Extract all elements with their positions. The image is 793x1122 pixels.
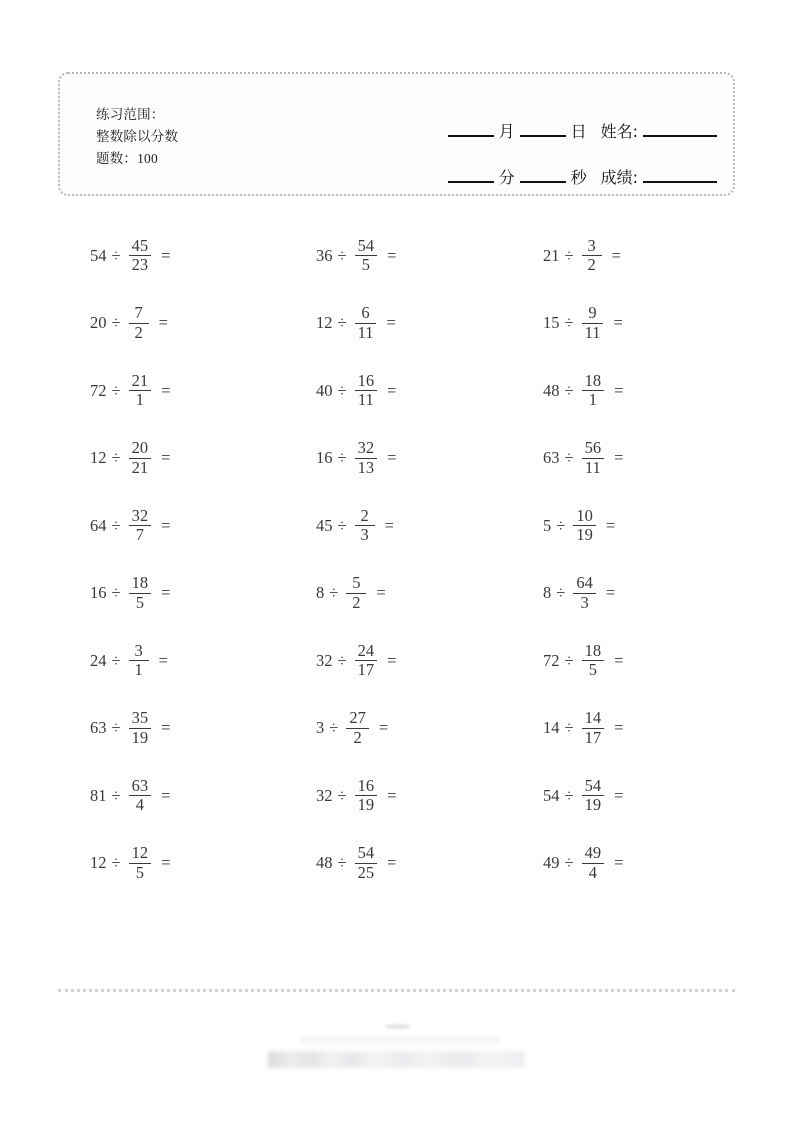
problem-item[interactable] — [543, 695, 623, 763]
equals-sign: = — [387, 448, 397, 467]
problem-item[interactable] — [90, 695, 170, 763]
division-sign: ÷ — [111, 448, 121, 467]
footer-divider — [58, 989, 735, 992]
fraction — [582, 640, 605, 680]
problem-row — [0, 290, 793, 358]
fraction — [573, 505, 596, 545]
division-sign: ÷ — [564, 785, 574, 805]
name-label: 姓名: — [600, 122, 638, 141]
equals-sign: = — [614, 380, 624, 400]
division-sign: ÷ — [111, 380, 121, 400]
fraction-denominator: 5 — [135, 862, 144, 882]
fraction-denominator: 5 — [361, 255, 370, 275]
problem-item[interactable] — [316, 290, 396, 358]
fraction — [129, 845, 152, 881]
footer-watermark-band-upper — [300, 1036, 500, 1045]
fraction-numerator: 56 — [584, 438, 602, 458]
fraction-denominator: 11 — [584, 322, 601, 342]
equals-sign: = — [613, 313, 623, 332]
division-sign: ÷ — [564, 245, 574, 265]
fraction-numerator: 45 — [131, 235, 149, 255]
equals-sign: = — [387, 650, 397, 670]
problem-whole-number: 12 — [90, 853, 107, 872]
division-sign: ÷ — [329, 718, 339, 737]
fraction — [355, 305, 377, 341]
division-sign: ÷ — [556, 583, 566, 602]
problem-item[interactable] — [543, 560, 615, 628]
fraction-numerator: 32 — [131, 505, 149, 525]
problem-row — [0, 762, 793, 830]
fraction — [573, 575, 596, 611]
practice-range-label: 练习范围： — [96, 107, 165, 123]
problem-whole-number: 16 — [90, 583, 107, 602]
problem-item[interactable] — [90, 425, 170, 493]
problem-row — [0, 492, 793, 560]
footer-watermark-mark — [385, 1024, 411, 1029]
fraction-denominator: 1 — [588, 390, 597, 410]
problem-item[interactable] — [543, 830, 623, 898]
division-sign: ÷ — [111, 785, 121, 805]
problem-whole-number: 64 — [90, 515, 107, 535]
problem-whole-number: 36 — [316, 245, 333, 265]
problem-row — [0, 222, 793, 290]
equals-sign: = — [614, 650, 624, 670]
problem-item[interactable] — [316, 695, 388, 763]
fraction — [129, 440, 152, 476]
fraction-denominator: 19 — [584, 795, 602, 815]
fraction — [355, 505, 375, 545]
fraction — [129, 640, 149, 680]
division-sign: ÷ — [111, 583, 121, 602]
problem-row — [0, 425, 793, 493]
division-sign: ÷ — [564, 853, 574, 872]
problem-item[interactable] — [90, 762, 170, 830]
second-label: 秒 — [570, 168, 587, 187]
fraction — [582, 710, 605, 746]
problem-whole-number: 21 — [543, 245, 560, 265]
equals-sign: = — [605, 515, 616, 535]
problem-item[interactable] — [316, 222, 396, 290]
worksheet-meta-block — [408, 96, 720, 188]
equals-sign: = — [614, 785, 624, 805]
fraction-denominator: 3 — [580, 592, 589, 612]
fraction-numerator: 18 — [131, 573, 149, 593]
fraction — [346, 575, 366, 611]
equals-sign: = — [386, 313, 396, 332]
problem-grid — [0, 222, 793, 897]
equals-sign: = — [611, 245, 621, 265]
footer-watermark-band — [268, 1051, 525, 1068]
problem-whole-number: 45 — [316, 515, 333, 535]
fraction-numerator: 12 — [131, 843, 149, 863]
fraction-numerator: 6 — [361, 303, 370, 323]
fraction-denominator: 21 — [131, 457, 149, 477]
problem-whole-number: 12 — [90, 448, 107, 467]
time-row — [408, 142, 720, 188]
problem-whole-number: 48 — [543, 380, 560, 400]
fraction-denominator: 7 — [135, 525, 144, 545]
equals-sign: = — [387, 380, 397, 400]
fraction-numerator: 2 — [360, 505, 369, 525]
problem-item[interactable] — [316, 762, 396, 830]
day-label: 日 — [570, 122, 587, 141]
fraction-denominator: 17 — [357, 660, 375, 680]
division-sign: ÷ — [337, 313, 347, 332]
fraction-denominator: 23 — [131, 255, 149, 275]
division-sign: ÷ — [556, 515, 566, 535]
problem-whole-number: 32 — [316, 785, 333, 805]
division-sign: ÷ — [111, 718, 121, 737]
equals-sign: = — [161, 785, 171, 805]
problem-whole-number: 20 — [90, 313, 107, 332]
equals-sign: = — [378, 718, 389, 737]
problem-whole-number: 15 — [543, 313, 560, 332]
division-sign: ÷ — [337, 785, 347, 805]
second-blank[interactable] — [520, 181, 566, 183]
equals-sign: = — [161, 448, 171, 467]
fraction-numerator: 18 — [584, 640, 602, 660]
equals-sign: = — [376, 583, 386, 602]
fraction — [129, 370, 152, 410]
division-sign: ÷ — [564, 718, 574, 737]
fraction — [129, 575, 152, 611]
fraction-numerator: 49 — [584, 843, 602, 863]
fraction — [355, 370, 378, 410]
problem-item[interactable] — [316, 627, 396, 695]
problem-whole-number: 40 — [316, 380, 333, 400]
fraction-numerator: 14 — [584, 708, 602, 728]
division-sign: ÷ — [111, 313, 121, 332]
fraction — [582, 440, 605, 476]
division-sign: ÷ — [564, 650, 574, 670]
problem-item[interactable] — [90, 357, 170, 425]
fraction-denominator: 2 — [352, 592, 361, 612]
problem-item[interactable] — [90, 560, 170, 628]
month-blank[interactable] — [448, 135, 494, 137]
equals-sign: = — [614, 853, 624, 872]
fraction-numerator: 9 — [588, 303, 597, 323]
problem-whole-number: 3 — [316, 718, 325, 737]
equals-sign: = — [158, 650, 168, 670]
problem-whole-number: 12 — [316, 313, 333, 332]
problem-whole-number: 14 — [543, 718, 560, 737]
problem-item[interactable] — [543, 357, 623, 425]
fraction-numerator: 18 — [584, 370, 602, 390]
fraction-numerator: 16 — [357, 370, 375, 390]
date-row — [408, 96, 720, 142]
month-label: 月 — [498, 122, 515, 141]
fraction-denominator: 2 — [134, 322, 143, 342]
fraction — [346, 710, 369, 746]
problem-whole-number: 54 — [90, 245, 107, 265]
name-blank[interactable] — [643, 135, 717, 137]
problem-item[interactable] — [316, 492, 394, 560]
problem-row — [0, 627, 793, 695]
problem-item[interactable] — [90, 492, 170, 560]
problem-item[interactable] — [543, 627, 623, 695]
fraction-denominator: 11 — [584, 457, 601, 477]
problem-whole-number: 32 — [316, 650, 333, 670]
fraction — [355, 235, 378, 275]
fraction-numerator: 24 — [357, 640, 375, 660]
fraction — [129, 710, 152, 746]
fraction-denominator: 25 — [357, 862, 375, 882]
problem-row — [0, 357, 793, 425]
day-blank[interactable] — [520, 135, 566, 137]
equals-sign: = — [387, 245, 397, 265]
fraction-numerator: 63 — [131, 775, 149, 795]
fraction-numerator: 16 — [357, 775, 375, 795]
problem-count-label: 题数：100 — [96, 151, 158, 166]
problem-whole-number: 54 — [543, 785, 560, 805]
division-sign: ÷ — [564, 313, 574, 332]
problem-item[interactable] — [543, 492, 615, 560]
division-sign: ÷ — [337, 448, 347, 467]
fraction — [355, 845, 378, 881]
division-sign: ÷ — [564, 380, 574, 400]
fraction-denominator: 1 — [135, 390, 144, 410]
fraction-denominator: 1 — [134, 660, 143, 680]
fraction-denominator: 3 — [360, 525, 369, 545]
fraction-numerator: 3 — [587, 235, 596, 255]
fraction — [582, 370, 605, 410]
problem-whole-number: 72 — [90, 380, 107, 400]
equals-sign: = — [387, 853, 397, 872]
fraction — [129, 305, 149, 341]
fraction-denominator: 5 — [135, 592, 144, 612]
minute-label: 分 — [498, 168, 515, 187]
problem-item[interactable] — [90, 290, 168, 358]
division-sign: ÷ — [337, 853, 347, 872]
problem-whole-number: 72 — [543, 650, 560, 670]
equals-sign: = — [161, 380, 171, 400]
problem-item[interactable] — [316, 425, 396, 493]
division-sign: ÷ — [111, 853, 121, 872]
division-sign: ÷ — [337, 380, 347, 400]
footer-watermark — [0, 1022, 793, 1082]
equals-sign: = — [384, 515, 394, 535]
equals-sign: = — [614, 718, 624, 737]
fraction-numerator: 20 — [131, 438, 149, 458]
fraction — [129, 235, 152, 275]
problem-whole-number: 63 — [543, 448, 560, 467]
fraction-numerator: 54 — [357, 235, 375, 255]
division-sign: ÷ — [337, 515, 347, 535]
fraction — [582, 235, 602, 275]
problem-item[interactable] — [543, 222, 621, 290]
problem-item[interactable] — [316, 830, 396, 898]
fraction — [582, 845, 605, 881]
problem-whole-number: 5 — [543, 515, 552, 535]
problem-row — [0, 560, 793, 628]
fraction-denominator: 2 — [353, 727, 362, 747]
fraction — [582, 305, 604, 341]
equals-sign: = — [161, 245, 171, 265]
problem-whole-number: 63 — [90, 718, 107, 737]
problem-row — [0, 695, 793, 763]
division-sign: ÷ — [111, 515, 121, 535]
problem-whole-number: 81 — [90, 785, 107, 805]
practice-range-block — [96, 104, 178, 170]
problem-whole-number: 48 — [316, 853, 333, 872]
problem-whole-number: 24 — [90, 650, 107, 670]
fraction-numerator: 5 — [352, 573, 361, 593]
problem-item[interactable] — [543, 762, 623, 830]
fraction-numerator: 27 — [349, 708, 366, 728]
equals-sign: = — [614, 448, 624, 467]
fraction-numerator: 64 — [576, 573, 593, 593]
fraction-denominator: 19 — [576, 525, 593, 545]
division-sign: ÷ — [111, 245, 121, 265]
problem-item[interactable] — [90, 627, 168, 695]
equals-sign: = — [387, 785, 397, 805]
fraction-numerator: 21 — [131, 370, 149, 390]
minute-blank[interactable] — [448, 181, 494, 183]
problem-item[interactable] — [316, 357, 396, 425]
problem-item[interactable] — [543, 290, 623, 358]
problem-item[interactable] — [90, 222, 170, 290]
fraction-numerator: 3 — [134, 640, 143, 660]
fraction-denominator: 11 — [357, 322, 374, 342]
equals-sign: = — [161, 853, 171, 872]
problem-whole-number: 8 — [543, 583, 552, 602]
equals-sign: = — [161, 583, 171, 602]
division-sign: ÷ — [337, 245, 347, 265]
fraction-numerator: 54 — [357, 843, 375, 863]
score-blank[interactable] — [643, 181, 717, 183]
division-sign: ÷ — [337, 650, 347, 670]
fraction-denominator: 11 — [357, 390, 374, 410]
equals-sign: = — [605, 583, 616, 602]
fraction-numerator: 54 — [584, 775, 602, 795]
problem-item[interactable] — [316, 560, 386, 628]
fraction — [355, 775, 378, 815]
fraction-denominator: 13 — [357, 457, 375, 477]
practice-range-topic: 整数除以分数 — [96, 129, 179, 145]
problem-item[interactable] — [90, 830, 170, 898]
problem-whole-number: 16 — [316, 448, 333, 467]
problem-whole-number: 49 — [543, 853, 560, 872]
fraction — [129, 775, 152, 815]
fraction-denominator: 17 — [584, 727, 602, 747]
fraction-denominator: 4 — [135, 795, 144, 815]
fraction — [129, 505, 152, 545]
fraction-denominator: 2 — [587, 255, 596, 275]
fraction-numerator: 32 — [357, 438, 375, 458]
fraction-denominator: 19 — [131, 727, 149, 747]
fraction-denominator: 5 — [588, 660, 597, 680]
fraction — [355, 640, 378, 680]
fraction-numerator: 35 — [131, 708, 149, 728]
fraction — [582, 775, 605, 815]
division-sign: ÷ — [329, 583, 339, 602]
fraction-numerator: 7 — [134, 303, 143, 323]
worksheet-header-box — [58, 72, 735, 196]
fraction — [355, 440, 378, 476]
fraction-numerator: 10 — [576, 505, 593, 525]
equals-sign: = — [161, 718, 171, 737]
problem-row — [0, 830, 793, 898]
score-label: 成绩: — [600, 168, 638, 187]
equals-sign: = — [161, 515, 171, 535]
problem-item[interactable] — [543, 425, 623, 493]
problem-whole-number: 8 — [316, 583, 325, 602]
division-sign: ÷ — [564, 448, 574, 467]
fraction-denominator: 19 — [357, 795, 375, 815]
division-sign: ÷ — [111, 650, 121, 670]
fraction-denominator: 4 — [588, 862, 597, 882]
equals-sign: = — [158, 313, 168, 332]
